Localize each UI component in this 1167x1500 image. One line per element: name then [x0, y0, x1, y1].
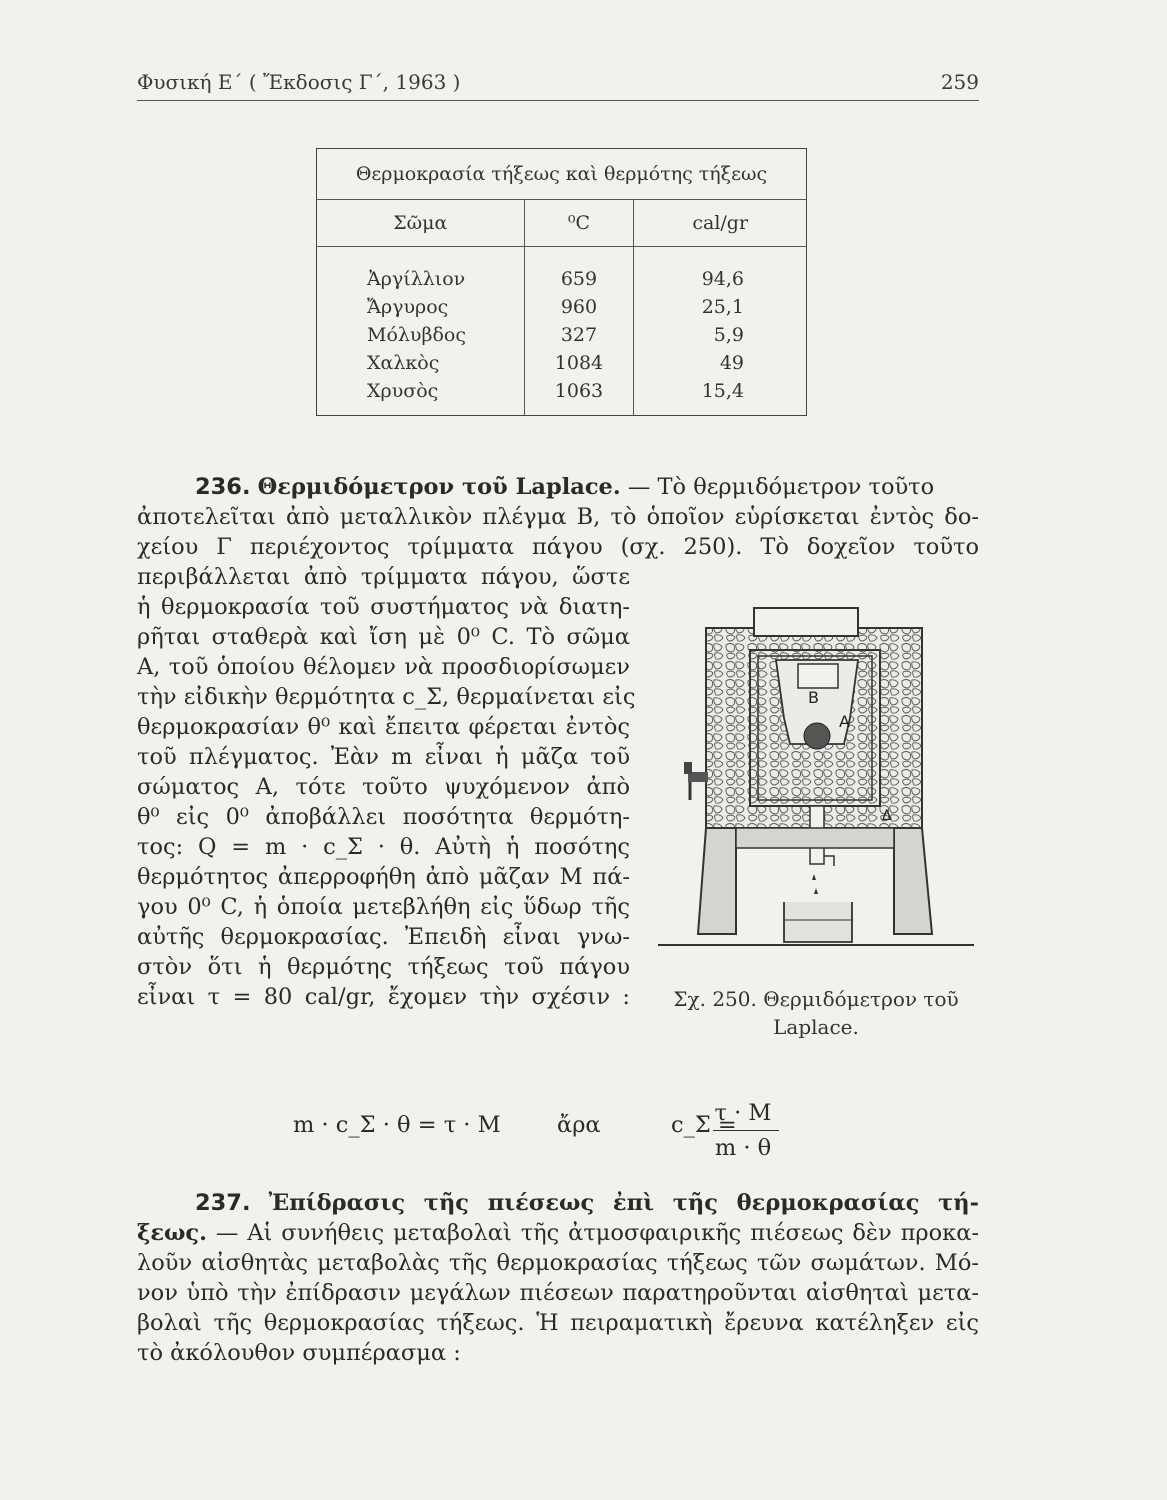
table-cell: 1084: [524, 349, 634, 377]
text-line: ἀποτελεῖται ἀπὸ μεταλλικὸν πλέγμα Β, τὸ ὁποῖον εὑρίσκεται ἐντὸς δο-: [137, 504, 979, 530]
section-number: 237.: [195, 1190, 251, 1216]
fraction-denominator: m · θ: [714, 1135, 772, 1161]
section-lead: — Τὸ θερμιδόμετρον τοῦτο: [627, 474, 935, 500]
table-cell: 1063: [524, 377, 634, 416]
table-caption: Θερμοκρασία τήξεως καὶ θερμότης τήξεως: [317, 149, 807, 200]
text-line: χείου Γ περιέχοντος τρίμματα πάγου (σχ. 250). Τὸ δοχεῖον τοῦτο: [137, 534, 979, 560]
figure-label-D: Δ: [882, 808, 892, 824]
melting-table: [316, 148, 807, 416]
table-cell: Ἀργίλλιον: [317, 247, 525, 294]
col-header-body: Σῶμα: [317, 200, 525, 247]
figure-caption-line: Σχ. 250. Θερμιδόμετρον τοῦ: [673, 987, 959, 1011]
figure-caption: [658, 985, 974, 1041]
text-line: νον ὑπὸ τὴν ἐπίδρασιν μεγάλων πιέσεων παρατηροῦνται αἰσθηταὶ μετα-: [137, 1280, 979, 1306]
laplace-calorimeter-figure: [658, 606, 974, 951]
text-line: ἡ θερμοκρασία τοῦ συστήματος νὰ διατη-: [137, 594, 630, 620]
section-236-heading: [137, 472, 979, 502]
formula: [293, 1098, 993, 1168]
table-row: [317, 247, 807, 294]
fraction-bar: [713, 1130, 779, 1131]
table-cell: Μόλυβδος: [317, 321, 525, 349]
table-cell: 960: [524, 293, 634, 321]
table-cell: Χαλκὸς: [317, 349, 525, 377]
text-line: σώματος Α, τότε τοῦτο ψυχόμενον ἀπὸ: [137, 774, 630, 800]
text-line: ρῆται σταθερὰ καὶ ἴση μὲ 0⁰ C. Τὸ σῶμα: [137, 624, 630, 650]
table-cell: 94,6: [634, 247, 807, 294]
text-line: στὸν ὅτι ἡ θερμότης τήξεως τοῦ πάγου: [137, 954, 630, 980]
text-line: βολαὶ τῆς θερμοκρασίας τήξεως. Ἡ πειραματικὴ ἔρευνα κατέληξεν εἰς: [137, 1310, 979, 1336]
text-line: θερμοκρασίαν θ⁰ καὶ ἔπειτα φέρεται ἐντὸς: [137, 714, 630, 740]
text-line: αὐτῆς θερμοκρασίας. Ἐπειδὴ εἶναι γνω-: [137, 924, 630, 950]
header-rule: [137, 100, 979, 101]
text-line: περιβάλλεται ἀπὸ τρίμματα πάγου, ὥστε: [137, 564, 630, 590]
table-cell: 327: [524, 321, 634, 349]
text-line: τοῦ πλέγματος. Ἐὰν m εἶναι ἡ μᾶζα τοῦ: [137, 744, 630, 770]
figure-caption-line: Laplace.: [773, 1015, 859, 1039]
col-header-celsius: ⁰C: [524, 200, 634, 247]
col-header-cal: cal/gr: [634, 200, 807, 247]
table-cell: 25,1: [634, 293, 807, 321]
table-cell: Χρυσὸς: [317, 377, 525, 416]
table-cell: 659: [524, 247, 634, 294]
fraction-numerator: τ · M: [714, 1100, 772, 1126]
text-line: θ⁰ εἰς 0⁰ ἀποβάλλει ποσότητα θερμότη-: [137, 804, 630, 830]
running-title: Φυσική Ε΄ ( Ἔκδοσις Γ΄, 1963 ): [137, 70, 461, 94]
text-line: τὴν εἰδικὴν θερμότητα c_Σ, θερμαίνεται εἰς: [137, 684, 636, 710]
text-line: εἶναι τ = 80 cal/gr, ἔχομεν τὴν σχέσιν :: [137, 984, 630, 1010]
section-237: [137, 1188, 979, 1368]
page-header: [137, 70, 979, 98]
table-cell: 5,9: [634, 321, 807, 349]
table-cell: 49: [634, 349, 807, 377]
figure-label-B: Β: [808, 688, 819, 707]
section-237-heading: [137, 1188, 979, 1218]
text-line: τος: Q = m · c_Σ · θ. Αὐτὴ ἡ ποσότης: [137, 834, 630, 860]
formula-lhs: m · c_Σ · θ = τ · M: [293, 1112, 501, 1138]
section-title: Ἐπίδρασις τῆς πιέσεως ἐπὶ τῆς θερμοκρασίας τή-: [268, 1190, 979, 1216]
section-number: 236.: [195, 474, 251, 500]
table-row: [317, 377, 807, 416]
table-row: [317, 293, 807, 321]
formula-cs: c_Σ =: [671, 1112, 737, 1138]
figure-label-A: Α: [839, 712, 850, 731]
formula-fraction: [713, 1098, 773, 1163]
text-line: τὸ ἀκόλουθον συμπέρασμα :: [137, 1340, 461, 1366]
text-line: λοῦν αἰσθητὰς μεταβολὰς τῆς θερμοκρασίας τήξεως τῶν σωμάτων. Μό-: [137, 1250, 979, 1276]
section-title-cont: ξεως.: [137, 1220, 207, 1246]
text-line: γου 0⁰ C, ἡ ὁποία μετεβλήθη εἰς ὕδωρ τῆς: [137, 894, 630, 920]
section-lead: — Αἱ συνήθεις μεταβολαὶ τῆς ἀτμοσφαιρικῆς πιέσεως δὲν προκα-: [215, 1220, 979, 1246]
formula-ara: ἄρα: [557, 1112, 601, 1138]
table-cell: Ἄργυρος: [317, 293, 525, 321]
table-row: [317, 349, 807, 377]
section-title: Θερμιδόμετρον τοῦ Laplace.: [257, 474, 621, 500]
calorimeter-drawing: [658, 606, 974, 951]
text-line: θερμότητος ἀπερροφήθη ἀπὸ μᾶζαν Μ πά-: [137, 864, 630, 890]
text-line: Α, τοῦ ὁποίου θέλομεν νὰ προσδιορίσωμεν: [137, 654, 630, 680]
table-row: [317, 321, 807, 349]
table-cell: 15,4: [634, 377, 807, 416]
page-number: 259: [940, 70, 979, 94]
text-line: [137, 1218, 979, 1248]
